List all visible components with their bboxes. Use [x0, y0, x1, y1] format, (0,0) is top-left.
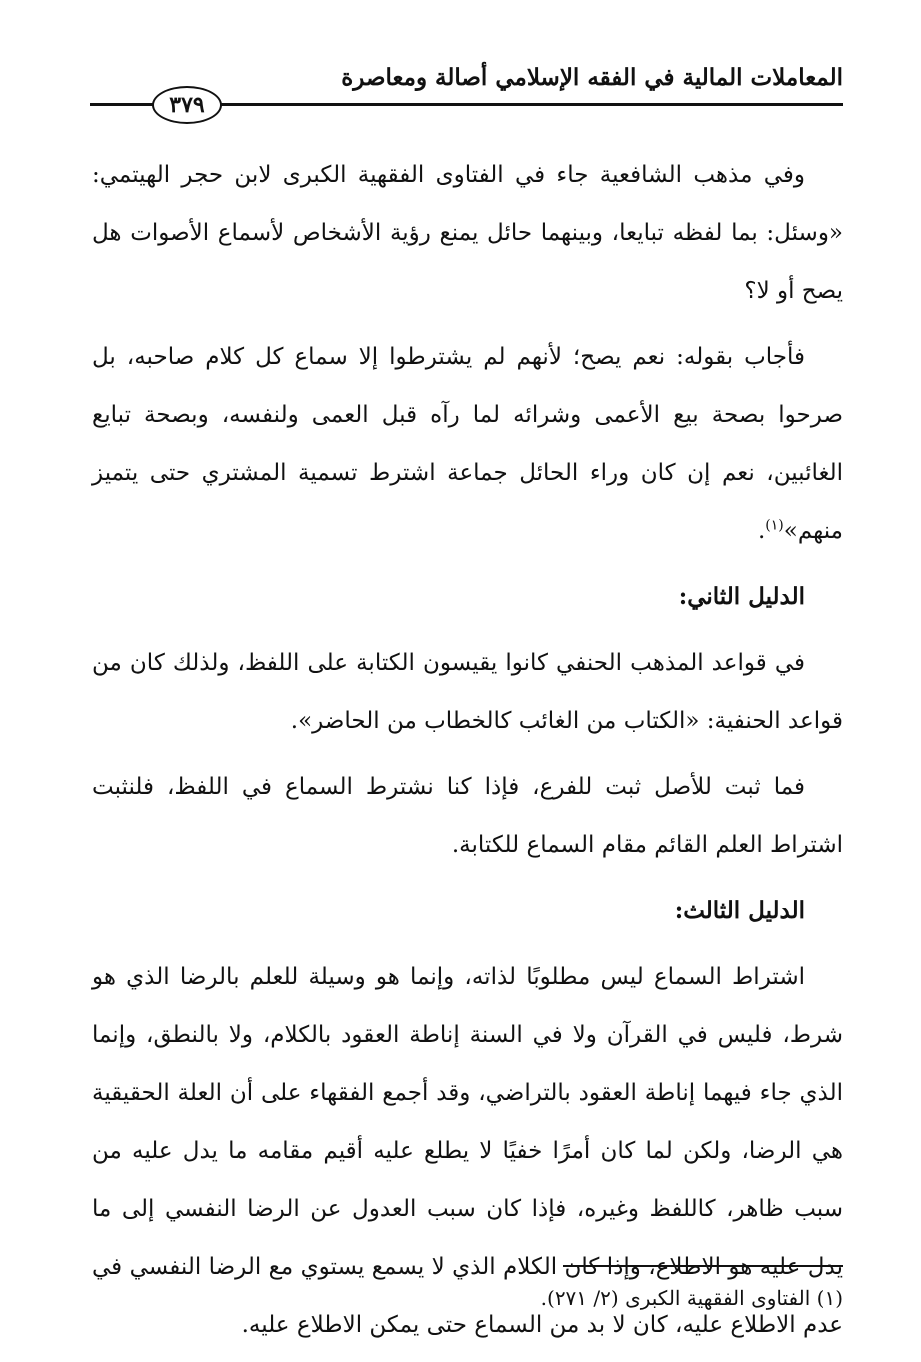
footnote-reference: (١)	[765, 517, 784, 534]
heading-third-evidence: الدليل الثالث:	[674, 897, 805, 924]
running-header-title: المعاملات المالية في الفقه الإسلامي أصالة ومعاصرة	[341, 64, 843, 91]
paragraph-branch: فما ثبت للأصل ثبت للفرع، فإذا كنا نشترط السماع في اللفظ، فلنثبت اشتراط العلم القائم مقام السماع للكتابة.	[92, 774, 843, 858]
footnote-rule	[563, 1265, 843, 1267]
answer-text: فأجاب بقوله: نعم يصح؛ لأنهم لم يشترطوا إلا سماع كل كلام صاحبه، بل صرحوا بصحة بيع الأعمى وشرائه لما رآه قبل العمى ولنفسه، وبصحة تبايع الغائبين، نعم إن كان وراء الحائل جماعة اشترط تسمية المشتري حتى يتميز منهم»	[92, 344, 843, 544]
paragraph-shafii: وفي مذهب الشافعية جاء في الفتاوى الفقهية الكبرى لابن حجر الهيتمي: «وسئل: بما لفظه تبايعا، وبينهما حائل يمنع رؤية الأشخاص لأسماع الأصوات هل يصح أو لا؟	[92, 162, 843, 304]
page-number: ٣٧٩	[152, 86, 222, 124]
paragraph-hanafi: في قواعد المذهب الحنفي كانوا يقيسون الكتابة على اللفظ، ولذلك كان من قواعد الحنفية: «الكتاب من الغائب كالخطاب من الحاضر».	[92, 650, 843, 734]
main-text	[92, 146, 843, 1362]
footnote: (١) الفتاوى الفقهية الكبرى (٢/ ٢٧١).	[540, 1286, 843, 1310]
heading-second-evidence: الدليل الثاني:	[678, 583, 805, 610]
paragraph-answer	[92, 328, 843, 560]
answer-end: .	[757, 518, 766, 544]
paragraph-consent: اشتراط السماع ليس مطلوبًا لذاته، وإنما هو وسيلة للعلم بالرضا الذي هو شرط، فليس في القرآن ولا في السنة إناطة العقود بالكلام، ولا بالنطق، وإنما الذي جاء فيهما إناطة العقود بالتراضي، وقد أجمع الفقهاء على أن العلة الحقيقية هي الرضا، ولكن لما كان أمرًا خفيًا لا يطلع عليه أقيم مقامه ما يدل عليه من سبب ظاهر، كاللفظ وغيره، فإذا كان سبب العدول عن الرضا النفسي إلى ما يدل عليه هو الاطلاع، وإذا كان الكلام الذي لا يسمع يستوي مع الرضا النفسي في عدم الاطلاع عليه، كان لا بد من السماع حتى يمكن الاطلاع عليه.	[92, 964, 843, 1338]
